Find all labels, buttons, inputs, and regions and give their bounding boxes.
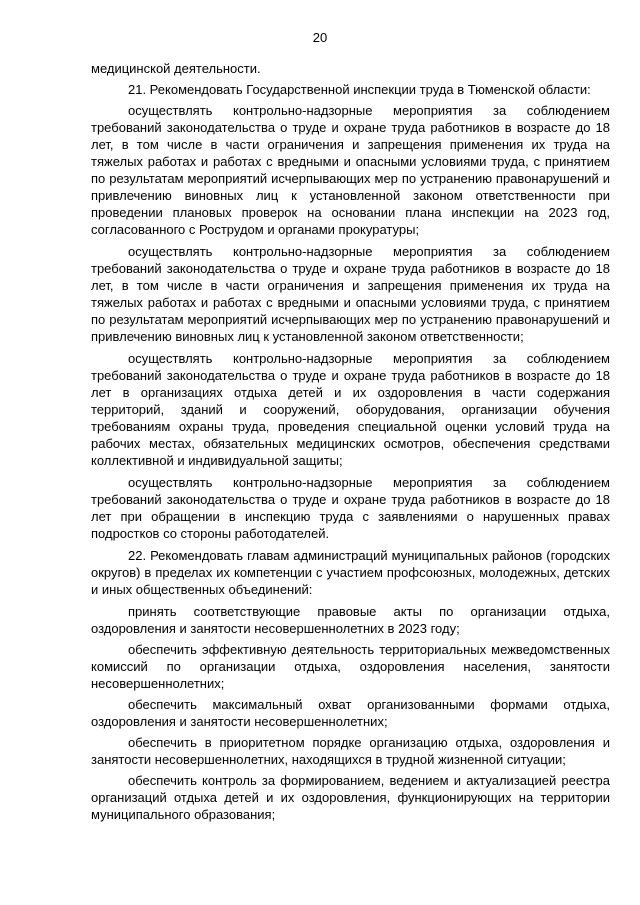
paragraph-control-general: осуществлять контрольно-надзорные мероприятия за соблюдением требований законодательства о труде и охране труда работников в возрасте до 18 лет, в том числе в части ограничения и запрещения применения их труда на тяжелых работах и работах с вредными и опасными условиями труда, с принятием по результатам мероприятий исчерпывающих мер по устранению правонарушений и привлечению виновных лиц к установленной законом ответственности; [91, 244, 610, 344]
paragraph-commissions: обеспечить эффективную деятельность территориальных межведомственных комиссий по организации отдыха, оздоровления населения, занятости несовершеннолетних; [91, 642, 610, 691]
paragraph-coverage: обеспечить максимальный охват организованными формами отдыха, оздоровления и занятости несовершеннолетних; [91, 697, 610, 729]
paragraph-priority: обеспечить в приоритетном порядке организацию отдыха, оздоровления и занятости несовершеннолетних, находящихся в трудной жизненной ситуации; [91, 735, 610, 767]
paragraph-registry: обеспечить контроль за формированием, ведением и актуализацией реестра организаций отдыха детей и их оздоровления, функционирующих на территории муниципального образования; [91, 773, 610, 822]
paragraph-legal-acts: принять соответствующие правовые акты по организации отдыха, оздоровления и занятости несовершеннолетних в 2023 году; [91, 604, 610, 636]
paragraph-control-planned: осуществлять контрольно-надзорные мероприятия за соблюдением требований законодательства о труде и охране труда работников в возрасте до 18 лет, в том числе в части ограничения и запрещения применения их труда на тяжелых работах и работах с вредными и опасными условиями труда, с принятием по результатам мероприятий исчерпывающих мер по устранению правонарушений и привлечению виновных лиц к установленной законом ответственности при проведении плановых проверок на основании плана инспекции на 2023 год, согласованного с Рострудом и органами прокуратуры; [91, 103, 610, 237]
paragraph-continuation: медицинской деятельности. [91, 61, 261, 76]
page-number: 20 [312, 30, 328, 45]
paragraph-control-complaints: осуществлять контрольно-надзорные мероприятия за соблюдением требований законодательства о труде и охране труда работников в возрасте до 18 лет при обращении в инспекцию труда с заявлениями о нарушенных правах подростков со стороны работодателей. [91, 475, 610, 541]
paragraph-item-21: 21. Рекомендовать Государственной инспекции труда в Тюменской области: [128, 82, 591, 97]
paragraph-control-camps: осуществлять контрольно-надзорные мероприятия за соблюдением требований законодательства о труде и охране труда работников в возрасте до 18 лет в организациях отдыха детей и их оздоровления в части содержания территорий, зданий и сооружений, оборудования, организации обучения требованиям охраны труда, проведения специальной оценки условий труда на рабочих местах, обязательных медицинских осмотров, обеспечения средствами коллективной и индивидуальной защиты; [91, 351, 610, 468]
paragraph-item-22: 22. Рекомендовать главам администраций муниципальных районов (городских округов) в пределах их компетенции с участием профсоюзных, молодежных, детских и иных общественных объединений: [91, 548, 610, 597]
document-body [91, 60, 610, 827]
